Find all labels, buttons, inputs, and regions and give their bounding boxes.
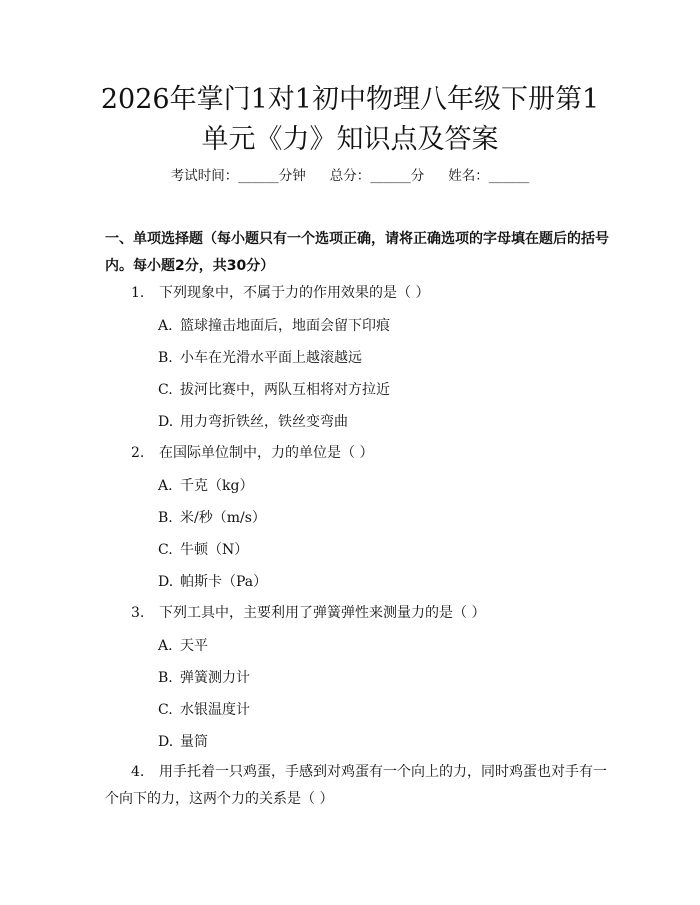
document-title (60, 80, 640, 160)
question-text: 下列工具中，主要利用了弹簧弹性来测量力的是（ ） (159, 605, 486, 621)
option-letter: B. (158, 510, 173, 526)
option-text: 篮球撞击地面后，地面会留下印痕 (180, 318, 390, 334)
option-text: 牛顿（N） (180, 542, 249, 558)
option-text: 米/秒（m/s） (180, 510, 266, 526)
option-1d (158, 412, 348, 432)
score-blank: ______ (370, 168, 411, 184)
option-2a (158, 476, 253, 496)
option-letter: D. (158, 574, 174, 590)
question-text: 下列现象中，不属于力的作用效果的是（ ） (159, 285, 430, 301)
option-letter: A. (158, 638, 173, 654)
option-letter: A. (158, 478, 173, 494)
question-text: 用手托着一只鸡蛋，手感到对鸡蛋有一个向上的力，同时鸡蛋也对手有一个向下的力，这两个力的关系是（ ） (105, 764, 607, 807)
question-number: 2. (131, 445, 145, 461)
option-letter: D. (158, 734, 174, 750)
option-3d (158, 732, 208, 752)
title-line-2: 单元《力》知识点及答案 (201, 124, 499, 155)
question-number: 4. (131, 764, 145, 780)
option-3c (158, 700, 250, 720)
option-1c (158, 380, 390, 400)
option-text: 水银温度计 (180, 702, 250, 718)
question-2 (131, 443, 373, 463)
question-number: 1. (131, 285, 145, 301)
option-1a (158, 316, 390, 336)
option-3a (158, 636, 208, 656)
option-text: 用力弯折铁丝，铁丝变弯曲 (180, 414, 348, 430)
option-3b (158, 668, 250, 688)
option-text: 小车在光滑水平面上越滚越远 (180, 350, 362, 366)
score-unit: 分 (410, 168, 425, 184)
option-letter: D. (158, 414, 174, 430)
time-blank: ______ (238, 168, 279, 184)
option-letter: A. (158, 318, 173, 334)
title-line-1: 2026年掌门1对1初中物理八年级下册第1 (100, 84, 600, 115)
option-letter: B. (158, 670, 173, 686)
question-1 (131, 283, 429, 303)
question-4 (105, 759, 610, 813)
option-text: 量筒 (180, 734, 208, 750)
option-1b (158, 348, 362, 368)
option-text: 帕斯卡（Pa） (180, 574, 268, 590)
exam-meta (0, 166, 700, 186)
option-letter: B. (158, 350, 173, 366)
option-2c (158, 540, 248, 560)
time-label: 考试时间： (170, 168, 239, 184)
name-blank: ______ (488, 168, 530, 184)
time-unit: 分钟 (278, 168, 306, 184)
question-text: 在国际单位制中，力的单位是（ ） (159, 445, 374, 461)
option-2b (158, 508, 266, 528)
question-number: 3. (131, 605, 145, 621)
option-text: 拔河比赛中，两队互相将对方拉近 (180, 382, 390, 398)
option-text: 千克（kg） (180, 478, 254, 494)
section-header: 一、单项选择题（每小题只有一个选项正确，请将正确选项的字母填在题后的括号内。每小题2分，共30分） (105, 231, 609, 274)
option-text: 弹簧测力计 (180, 670, 250, 686)
question-3 (131, 603, 485, 623)
option-text: 天平 (180, 638, 208, 654)
option-letter: C. (158, 702, 173, 718)
score-label: 总分： (329, 168, 371, 184)
option-2d (158, 572, 267, 592)
name-label: 姓名： (448, 168, 489, 184)
option-letter: C. (158, 382, 173, 398)
option-letter: C. (158, 542, 173, 558)
